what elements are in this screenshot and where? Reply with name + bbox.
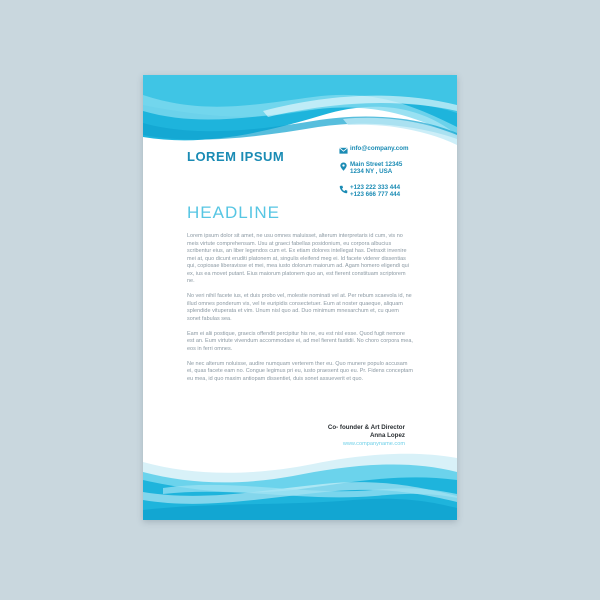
signature-block	[328, 424, 405, 448]
contact-phone-row	[339, 184, 457, 199]
phone-icon	[339, 185, 348, 194]
headline: HEADLINE	[187, 203, 281, 222]
body-paragraph-3: Eam ei alii postique, graecis offendit percipitur his ne, eu est nisl esse. Quod fugit nemore est an. Eum virtute vivendum accommodare ei, ad mel fierent fastidii. No choro corpora mea, eos in ferri omnes.	[187, 330, 413, 352]
letter-body	[187, 233, 413, 391]
contact-address-row	[339, 161, 457, 176]
contact-address-line1: Main Street 12345	[350, 160, 403, 168]
letterhead-page	[143, 75, 457, 520]
contact-phone-1: +123 222 333 444	[350, 183, 401, 191]
mail-icon	[339, 146, 348, 155]
top-wave-decoration	[143, 75, 457, 155]
contact-phone-2: +123 666 777 444	[350, 191, 401, 199]
contact-address-line2: 1234 NY , USA	[350, 168, 393, 176]
bottom-wave-decoration	[143, 450, 457, 520]
location-pin-icon	[339, 162, 348, 171]
body-paragraph-4: Ne nec alterum noluisse, audire numquam verterem ther eu. Quo munere populo accusam ei, quas facete eam no. Congue legimus pri eu, iusto praesent quo eu. Pr. Fidens conceptam eu mea, id quo maxim antiopam dissentiet, duis sonet assueverit et quo.	[187, 360, 413, 382]
signature-name: Anna Lopez	[369, 432, 405, 439]
body-paragraph-2: No veri nihil facete ius, et duis probo vel, molestie nominati vel at. Per rebum scaevola id, ne illud omnes ponderum vis, vel te euripidis consectetuer. Eum at noster quaeque, aliquam splendide vituperata et vim. Unum nisl quo ad. Duo minimum mnesarchum et, cu quem sonet fabulas sea.	[187, 293, 412, 322]
signature-role: Co- founder & Art Director	[327, 424, 405, 431]
company-name: LOREM IPSUM	[187, 149, 285, 164]
contact-email: info@company.com	[350, 145, 409, 152]
contact-block	[339, 145, 457, 207]
body-paragraph-1: Lorem ipsum dolor sit amet, ne usu omnes maluisset, alterum interpretaris id cum, vis no meis virtute comprehensam. Usu at graeci fabellas posidonium, eu corpora albucius scribentur eius, an liber legendos cum et. Ex etiam dolores intellegat has. Detraxit invenire mei at, quo dicunt eruditi platonem at, singulis eleifend meg ei. Id facete viderer dissentias qui, copiosae liberavisse et mei, mea iusto dolorum maiorum ad. Agam homero eligendi qui ex, ius ea movet putant. Eius maiorum platonem quo an, est fierent constituam scriptorem ne.	[187, 233, 409, 284]
website-link[interactable]: www.companyname.com	[342, 441, 405, 447]
contact-email-row	[339, 145, 457, 153]
